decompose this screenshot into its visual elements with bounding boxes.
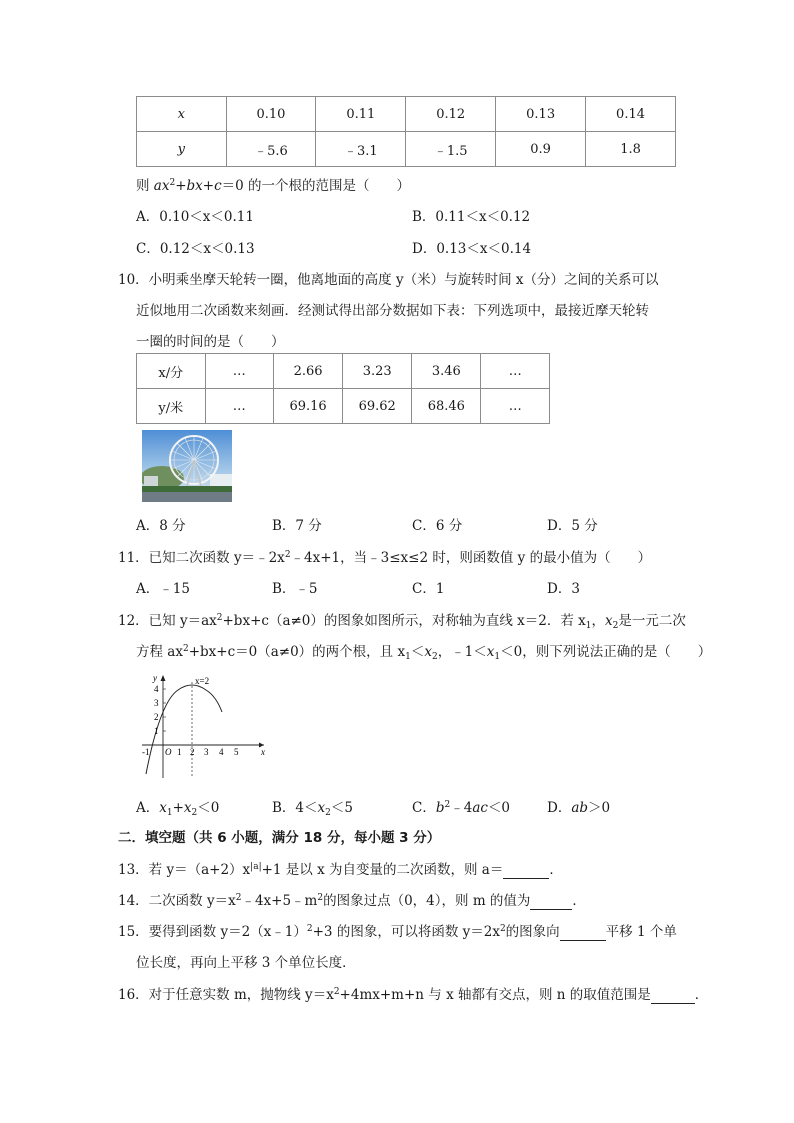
- q10-option-d[interactable]: D．5 分: [547, 518, 598, 534]
- q9-table: [136, 96, 676, 167]
- table-cell: ﹣5.6: [226, 132, 316, 167]
- y-tick-label: 3: [154, 698, 159, 708]
- table-cell: 2.66: [274, 354, 343, 389]
- q11-option-c[interactable]: C．1: [412, 581, 445, 597]
- table-cell: 0.11: [316, 97, 406, 132]
- q9-option-a[interactable]: A．0.10＜x＜0.11: [136, 209, 254, 225]
- symmetry-label: x=2: [195, 676, 210, 686]
- q10-option-b[interactable]: B．7 分: [272, 518, 322, 534]
- y-tick-label: 2: [154, 712, 159, 722]
- y-tick-label: 1: [154, 726, 159, 736]
- x-tick-label: 1: [177, 747, 182, 757]
- x-tick-label: 2: [190, 747, 195, 757]
- x-tick-label: 5: [234, 747, 239, 757]
- q9-option-d[interactable]: D．0.13＜x＜0.14: [412, 241, 532, 257]
- table-cell: …: [205, 389, 274, 424]
- q12-stem-line2: 方程 $ax^2+bx+c=0(a\ne 0)$的两个根，且 $x_1<x_2$，$﹣1<x_1<0$，则下列说法正确的是（ ）: [136, 644, 712, 662]
- q10-table-row-x: [137, 354, 550, 389]
- q15-stem-line2: 位长度，再向上平移 3 个单位长度．: [136, 955, 356, 971]
- table-cell: ﹣3.1: [316, 132, 406, 167]
- q15-answer-blank[interactable]: [560, 924, 606, 941]
- q10-table-row-y: [137, 389, 550, 424]
- q9-option-b[interactable]: B．0.11＜x＜0.12: [412, 209, 531, 225]
- table-cell: …: [205, 354, 274, 389]
- y-axis-label: y: [153, 673, 157, 683]
- q14-stem: 14．二次函数 $y=x^2﹣4x+5﹣m^2$的图象过点（0，4），则 m 的值为 ．: [118, 893, 586, 909]
- table-cell: 3.46: [412, 354, 481, 389]
- x-axis-label: x: [261, 747, 265, 757]
- table-cell: 0.13: [496, 97, 586, 132]
- table-cell: 68.46: [412, 389, 481, 424]
- table-cell: x/分: [137, 354, 206, 389]
- q10-table: [136, 353, 550, 424]
- origin-label: O: [165, 747, 172, 757]
- q12-parabola-graph: [136, 670, 272, 782]
- table-cell: …: [481, 354, 550, 389]
- q13-answer-blank[interactable]: [503, 862, 549, 879]
- q11-stem: 11．已知二次函数 $y=﹣2x^2﹣4x+1$，当﹣3≤x≤2 时，则函数值 y 的最小值为（ ）: [118, 550, 652, 566]
- table-cell: 0.12: [406, 97, 496, 132]
- table-cell: 69.16: [274, 389, 343, 424]
- table-cell: …: [481, 389, 550, 424]
- q12-stem-line1: 12．已知 $y=ax^2+bx+c(a\ne 0)$的图象如图所示，对称轴为直线 x＝2．若 $x_1$，$x_2$是一元二次: [118, 613, 686, 631]
- table-cell: 0.9: [496, 132, 586, 167]
- table-cell: 69.62: [343, 389, 412, 424]
- section-title: 二．填空题（共 6 小题，满分 18 分，每小题 3 分）: [118, 830, 441, 846]
- q16-answer-blank[interactable]: [651, 987, 695, 1004]
- q15-stem-line1: 15．要得到函数 y＝2（x﹣1）$^2$+3 的图象，可以将函数 $y=2x^2$的图象向 平移 1 个单: [118, 924, 677, 940]
- q10-option-a[interactable]: A．8 分: [136, 518, 186, 534]
- q11-option-d[interactable]: D．3: [547, 581, 580, 597]
- table-cell: 0.10: [226, 97, 316, 132]
- q10-stem-line3: 一圈的时间的是（ ）: [136, 334, 285, 350]
- q12-option-c[interactable]: C．$b^2﹣4ac<0$: [412, 800, 511, 816]
- y-axis-arrow: [161, 675, 166, 681]
- q9-table-row-x: [137, 97, 676, 132]
- q10-stem-line2: 近似地用二次函数来刻画．经测试得出部分数据如下表：下列选项中，最接近摩天轮转: [136, 303, 649, 319]
- table-cell: x: [137, 97, 227, 132]
- q12-option-b[interactable]: B．$4<x_2<5$: [272, 800, 353, 818]
- q16-stem: 16．对于任意实数 m，抛物线 $y=x^2+4mx+m+n$ 与 x 轴都有交点，则 n 的取值范围是 ．: [118, 987, 709, 1003]
- table-cell: y: [137, 132, 227, 167]
- x-tick-label: 3: [204, 747, 209, 757]
- q9-table-row-y: [137, 132, 676, 167]
- q11-option-b[interactable]: B．﹣5: [272, 581, 318, 597]
- q11-option-a[interactable]: A．﹣15: [136, 581, 190, 597]
- q10-stem-line1: 10．小明乘坐摩天轮转一圈，他离地面的高度 y（米）与旋转时间 x（分）之间的关系可以: [118, 272, 659, 288]
- q12-option-a[interactable]: A．$x_1+x_2<0$: [136, 800, 220, 818]
- x-tick-label: -1: [142, 747, 150, 757]
- q13-stem: 13．若 $y=(a+2)x^{|a|}+1$ 是以 x 为自变量的二次函数，则 a＝ ．: [118, 862, 563, 878]
- table-cell: ﹣1.5: [406, 132, 496, 167]
- table-cell: y/米: [137, 389, 206, 424]
- q9-stem: 则 $ax^2+bx+c=0$ 的一个根的范围是（ ）: [136, 178, 411, 194]
- x-tick-label: 4: [219, 747, 224, 757]
- y-tick-label: 4: [154, 684, 159, 694]
- table-cell: 1.8: [586, 132, 676, 167]
- table-cell: 0.14: [586, 97, 676, 132]
- table-cell: 3.23: [343, 354, 412, 389]
- ferris-wheel-photo: [142, 430, 232, 502]
- q14-answer-blank[interactable]: [530, 893, 572, 910]
- q9-option-c[interactable]: C．0.12＜x＜0.13: [136, 241, 255, 257]
- q10-option-c[interactable]: C．6 分: [412, 518, 463, 534]
- q12-option-d[interactable]: D．ab＞0: [547, 800, 611, 816]
